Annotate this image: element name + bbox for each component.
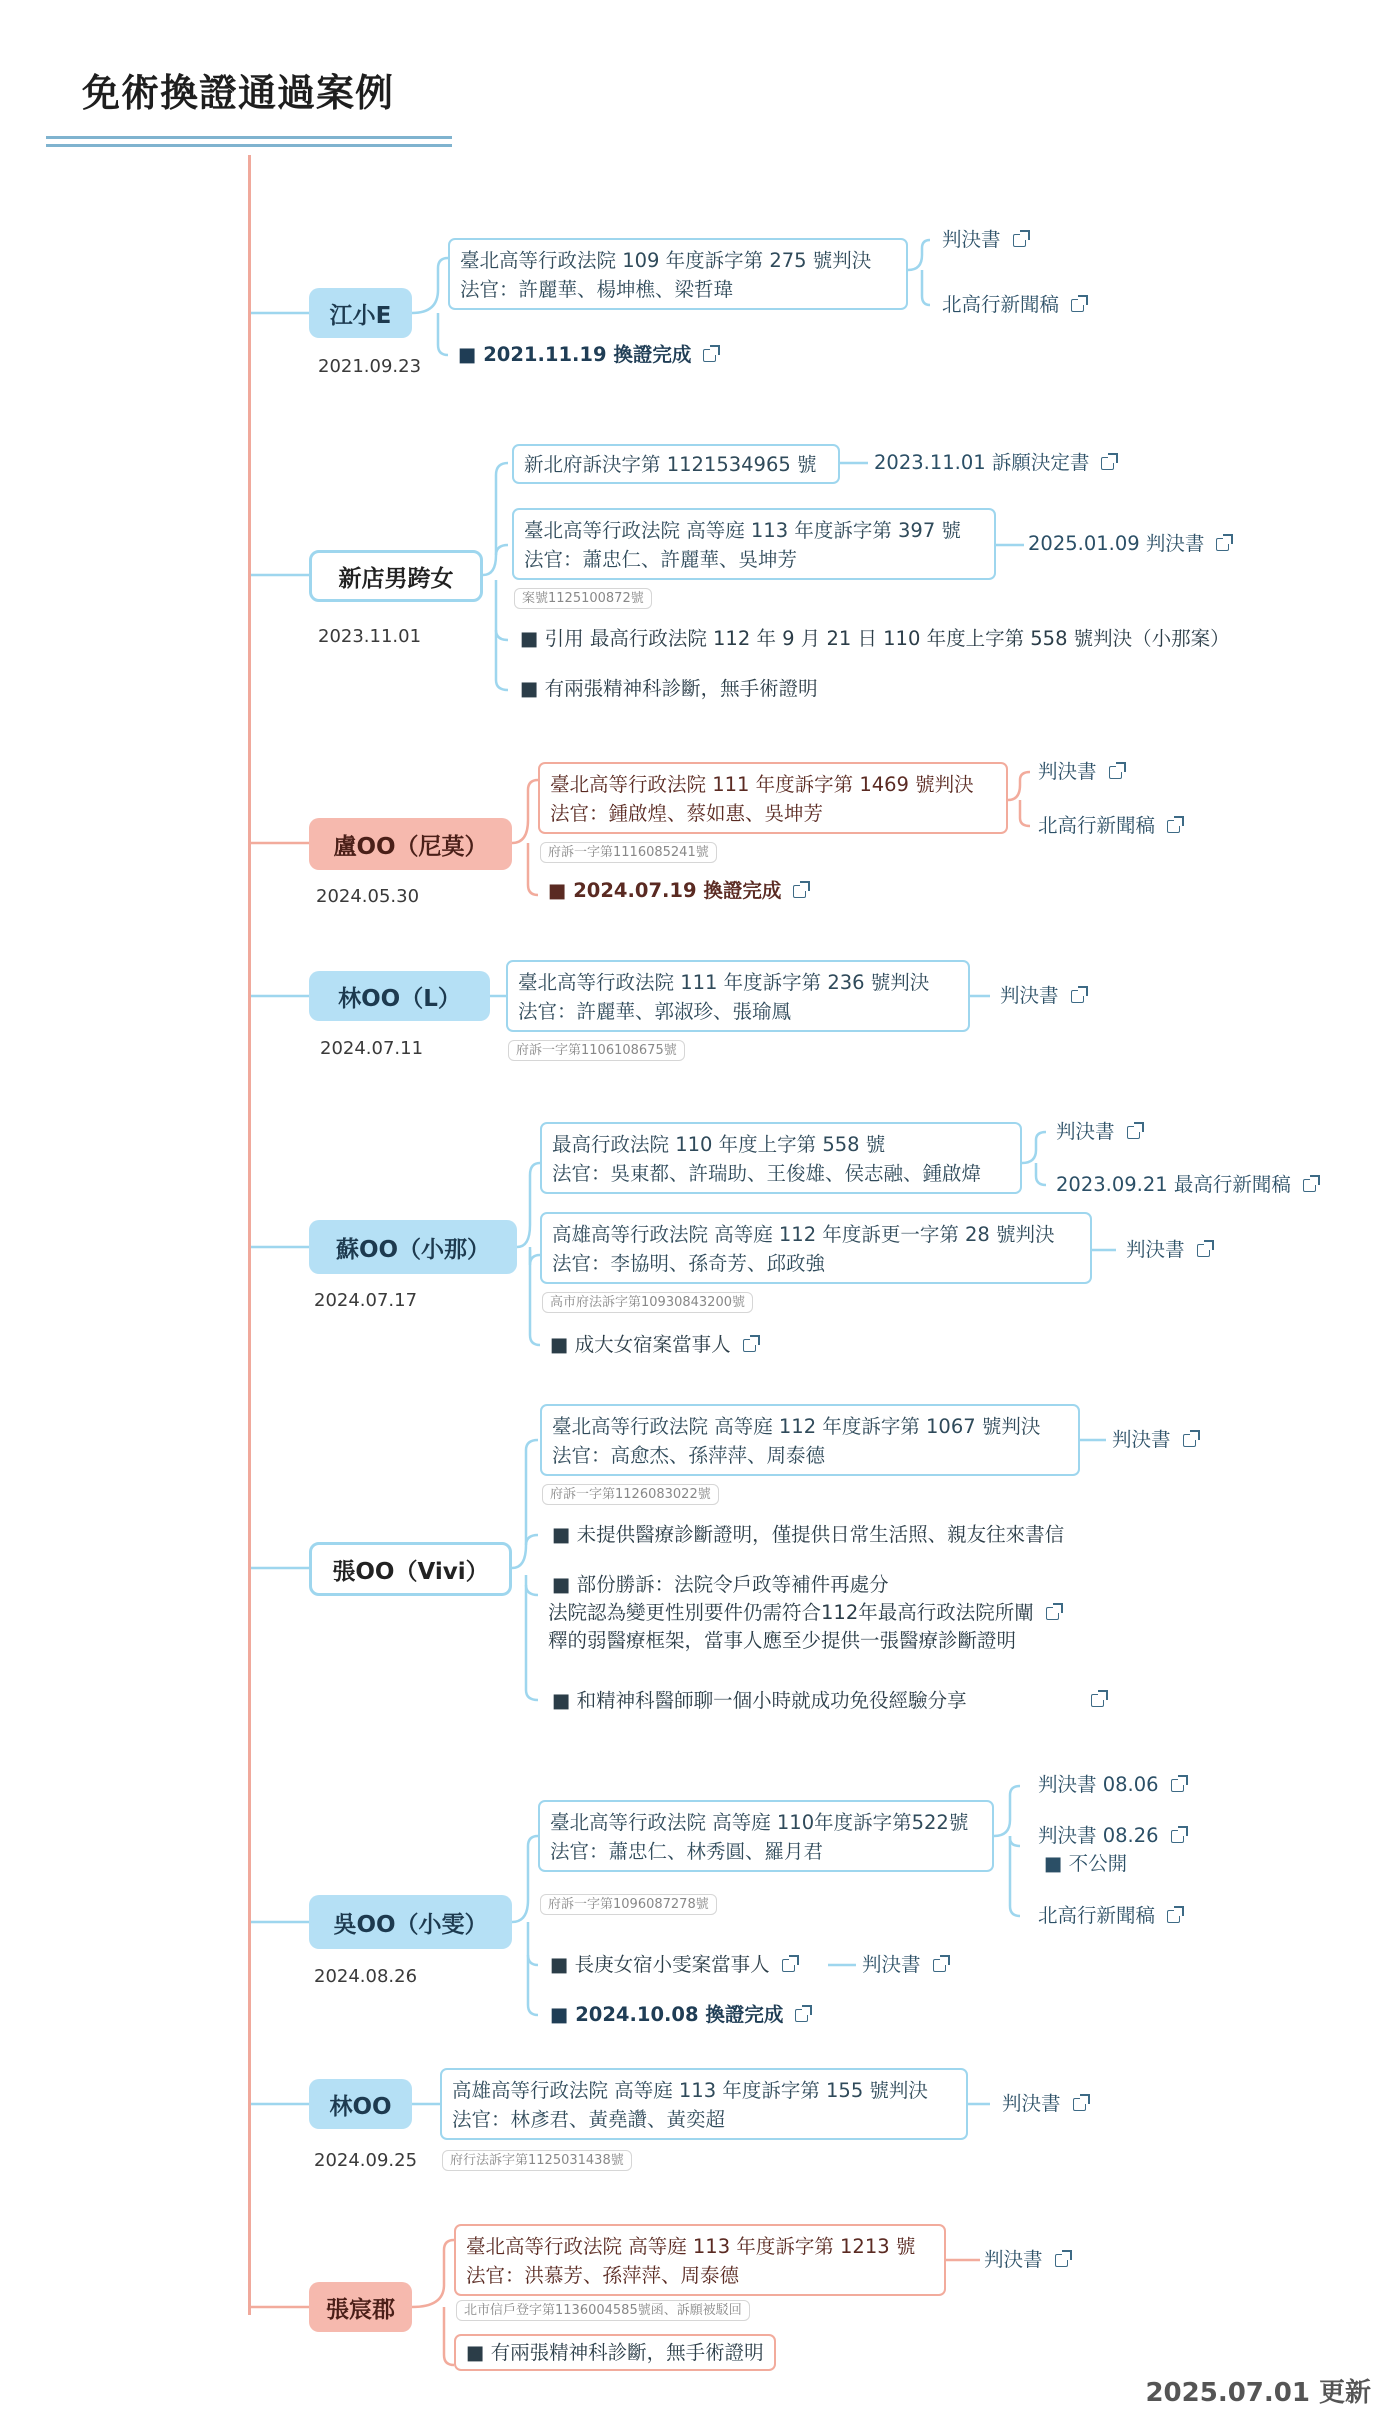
ruling-title: 臺北高等行政法院 高等庭 112 年度訴字第 1067 號判決 [552, 1415, 1041, 1438]
link-judgment[interactable]: 判決書 [862, 1951, 946, 1979]
timeline-spine [248, 155, 251, 2315]
note-court-opinion[interactable]: 法院認為變更性別要件仍需符合112年最高行政法院所闡 [548, 1598, 1059, 1627]
ruling-box [538, 1800, 994, 1872]
page-title: 免術換證通過案例 [82, 71, 395, 115]
external-link-icon [1183, 1434, 1196, 1447]
case-date: 2024.07.17 [314, 1290, 418, 1311]
ruling-box [538, 762, 1008, 834]
external-link-icon [1303, 1179, 1316, 1192]
note-not-public: ■ 不公開 [1044, 1852, 1128, 1875]
ruling-box [540, 1122, 1022, 1194]
ruling-judges: 法官：鍾啟煌、蔡如惠、吳坤芳 [550, 802, 824, 825]
ruling-title: 高雄高等行政法院 高等庭 112 年度訴更一字第 28 號判決 [552, 1223, 1055, 1246]
ruling-judges: 法官：洪慕芳、孫萍萍、周泰德 [466, 2264, 740, 2287]
external-link-icon [793, 885, 806, 898]
link-judgment[interactable]: 判決書 [1038, 758, 1122, 786]
case-node: 林OO（L） [309, 971, 490, 1021]
case-node: 張OO（Vivi） [309, 1542, 512, 1596]
updated-date: 2025.07.01 更新 [1145, 2378, 1371, 2408]
external-link-icon [1073, 2098, 1086, 2111]
ruling-judges: 法官：吳東都、許瑞助、王俊雄、侯志融、鍾啟煒 [552, 1162, 982, 1185]
ruling-title: 臺北高等行政法院 高等庭 110年度訴字第522號 [550, 1811, 969, 1834]
ruling-title: 最高行政法院 110 年度上字第 558 號 [552, 1133, 886, 1156]
case-node: 張宸郡 [309, 2282, 412, 2332]
case-date: 2021.09.23 [318, 356, 422, 377]
case-number-tag: 府行法訴字第1125031438號 [442, 2150, 632, 2171]
note-party[interactable]: ■ 長庚女宿小雯案當事人 [550, 1950, 795, 1979]
external-link-icon [1109, 766, 1122, 779]
external-link-icon [782, 1959, 795, 1972]
ruling-title: 臺北高等行政法院 109 年度訴字第 275 號判決 [460, 249, 872, 272]
external-link-icon [1055, 2254, 1068, 2267]
external-link-icon [1171, 1779, 1184, 1792]
ruling-box [506, 960, 970, 1032]
note-certificate-issued[interactable]: ■ 2024.10.08 換證完成 [550, 2000, 808, 2029]
external-link-icon [1127, 1126, 1140, 1139]
ruling-title: 臺北高等行政法院 111 年度訴字第 236 號判決 [518, 971, 930, 994]
appeal-decision-number: 新北府訴決字第 1121534965 號 [524, 453, 817, 476]
note-certificate-issued[interactable]: ■ 2021.11.19 換證完成 [458, 340, 716, 369]
case-node: 吳OO（小雯） [309, 1895, 512, 1949]
external-link-icon [743, 1339, 756, 1352]
note-partial-win: ■ 部份勝訴：法院令戶政等補件再處分 [552, 1573, 889, 1596]
link-judgment-0826[interactable]: 判決書 08.26 [1038, 1822, 1184, 1850]
external-link-icon [703, 349, 716, 362]
case-node: 蘇OO（小那） [309, 1220, 517, 1274]
note-party[interactable]: ■ 成大女宿案當事人 [550, 1330, 756, 1359]
external-link-icon [1091, 1694, 1104, 1707]
external-link-icon [1171, 1830, 1184, 1843]
link-press-release[interactable]: 北高行新聞稿 [1038, 812, 1180, 840]
note-evidence: ■ 未提供醫療診斷證明，僅提供日常生活照、親友往來書信 [552, 1523, 1065, 1546]
note-experience-share[interactable]: ■ 和精神科醫師聊一個小時就成功免役經驗分享 [552, 1686, 1108, 1715]
case-node: 盧OO（尼莫） [309, 818, 512, 870]
case-number-tag: 府訴一字第1106108675號 [508, 1040, 685, 1061]
external-link-icon [1216, 538, 1229, 551]
note-diagnosis: ■ 有兩張精神科診斷，無手術證明 [520, 677, 818, 700]
ruling-box [512, 508, 996, 580]
case-date: 2024.09.25 [314, 2150, 418, 2171]
ruling-title: 高雄高等行政法院 高等庭 113 年度訴字第 155 號判決 [452, 2079, 928, 2102]
ruling-title: 臺北高等行政法院 高等庭 113 年度訴字第 397 號 [524, 519, 961, 542]
ruling-box [540, 1404, 1080, 1476]
ruling-judges: 法官：蕭忠仁、林秀圓、羅月君 [550, 1840, 824, 1863]
case-number-tag: 案號1125100872號 [514, 588, 652, 609]
appeal-decision-box [512, 444, 840, 484]
external-link-icon [933, 1959, 946, 1972]
note-certificate-issued[interactable]: ■ 2024.07.19 換證完成 [548, 876, 806, 905]
ruling-title: 臺北高等行政法院 高等庭 113 年度訴字第 1213 號 [466, 2235, 916, 2258]
link-judgment[interactable]: 判決書 [942, 226, 1026, 254]
external-link-icon [1046, 1607, 1059, 1620]
link-press-release[interactable]: 2023.09.21 最高行新聞稿 [1056, 1171, 1316, 1199]
link-judgment[interactable]: 判決書 [1056, 1118, 1140, 1146]
note-court-opinion-cont: 釋的弱醫療框架，當事人應至少提供一張醫療診斷證明 [548, 1629, 1017, 1652]
ruling-box [540, 1212, 1092, 1284]
link-press-release[interactable]: 北高行新聞稿 [1038, 1902, 1180, 1930]
link-judgment[interactable]: 判決書 [1126, 1236, 1210, 1264]
link-judgment[interactable]: 判決書 [984, 2246, 1068, 2274]
external-link-icon [1101, 457, 1114, 470]
ruling-box [454, 2224, 946, 2296]
link-judgment[interactable]: 判決書 [1000, 982, 1084, 1010]
case-node: 江小E [309, 288, 412, 338]
case-number-tag: 府訴一字第1126083022號 [542, 1484, 719, 1505]
ruling-judges: 法官：許麗華、郭淑珍、張瑜鳳 [518, 1000, 792, 1023]
link-appeal-decision[interactable]: 2023.11.01 訴願決定書 [874, 449, 1114, 477]
ruling-judges: 法官：高愈杰、孫萍萍、周泰德 [552, 1444, 826, 1467]
external-link-icon [1071, 990, 1084, 1003]
ruling-box [440, 2068, 968, 2140]
ruling-judges: 法官：許麗華、楊坤樵、梁哲瑋 [460, 278, 734, 301]
external-link-icon [795, 2009, 808, 2022]
link-judgment-0806[interactable]: 判決書 08.06 [1038, 1771, 1184, 1799]
ruling-judges: 法官：李協明、孫奇芳、邱政強 [552, 1252, 826, 1275]
case-number-tag: 高市府法訴字第10930843200號 [542, 1292, 753, 1313]
external-link-icon [1197, 1244, 1210, 1257]
case-node: 林OO [309, 2079, 412, 2129]
link-judgment[interactable]: 2025.01.09 判決書 [1028, 530, 1229, 558]
case-number-tag: 府訴一字第1116085241號 [540, 842, 717, 863]
link-judgment[interactable]: 判決書 [1002, 2090, 1086, 2118]
external-link-icon [1071, 299, 1084, 312]
case-date: 2023.11.01 [318, 626, 422, 647]
link-judgment[interactable]: 判決書 [1112, 1426, 1196, 1454]
external-link-icon [1167, 1910, 1180, 1923]
case-node: 新店男跨女 [309, 550, 483, 602]
ruling-box [448, 238, 908, 310]
external-link-icon [1013, 234, 1026, 247]
ruling-title: 臺北高等行政法院 111 年度訴字第 1469 號判決 [550, 773, 974, 796]
ruling-judges: 法官：林彥君、黃堯讚、黃奕超 [452, 2108, 726, 2131]
external-link-icon [1167, 820, 1180, 833]
note-diagnosis: ■ 有兩張精神科診斷，無手術證明 [454, 2334, 776, 2371]
case-date: 2024.08.26 [314, 1966, 418, 1987]
note-citation: ■ 引用 最高行政法院 112 年 9 月 21 日 110 年度上字第 558 號判決（小那案） [520, 627, 1230, 650]
case-number-tag: 府訴一字第1096087278號 [540, 1894, 717, 1915]
case-date: 2024.07.11 [320, 1038, 424, 1059]
ruling-judges: 法官：蕭忠仁、許麗華、吳坤芳 [524, 548, 798, 571]
link-press-release[interactable]: 北高行新聞稿 [942, 291, 1084, 319]
case-number-tag: 北市信戶登字第1136004585號函、訴願被駁回 [456, 2300, 750, 2321]
case-date: 2024.05.30 [316, 886, 420, 907]
